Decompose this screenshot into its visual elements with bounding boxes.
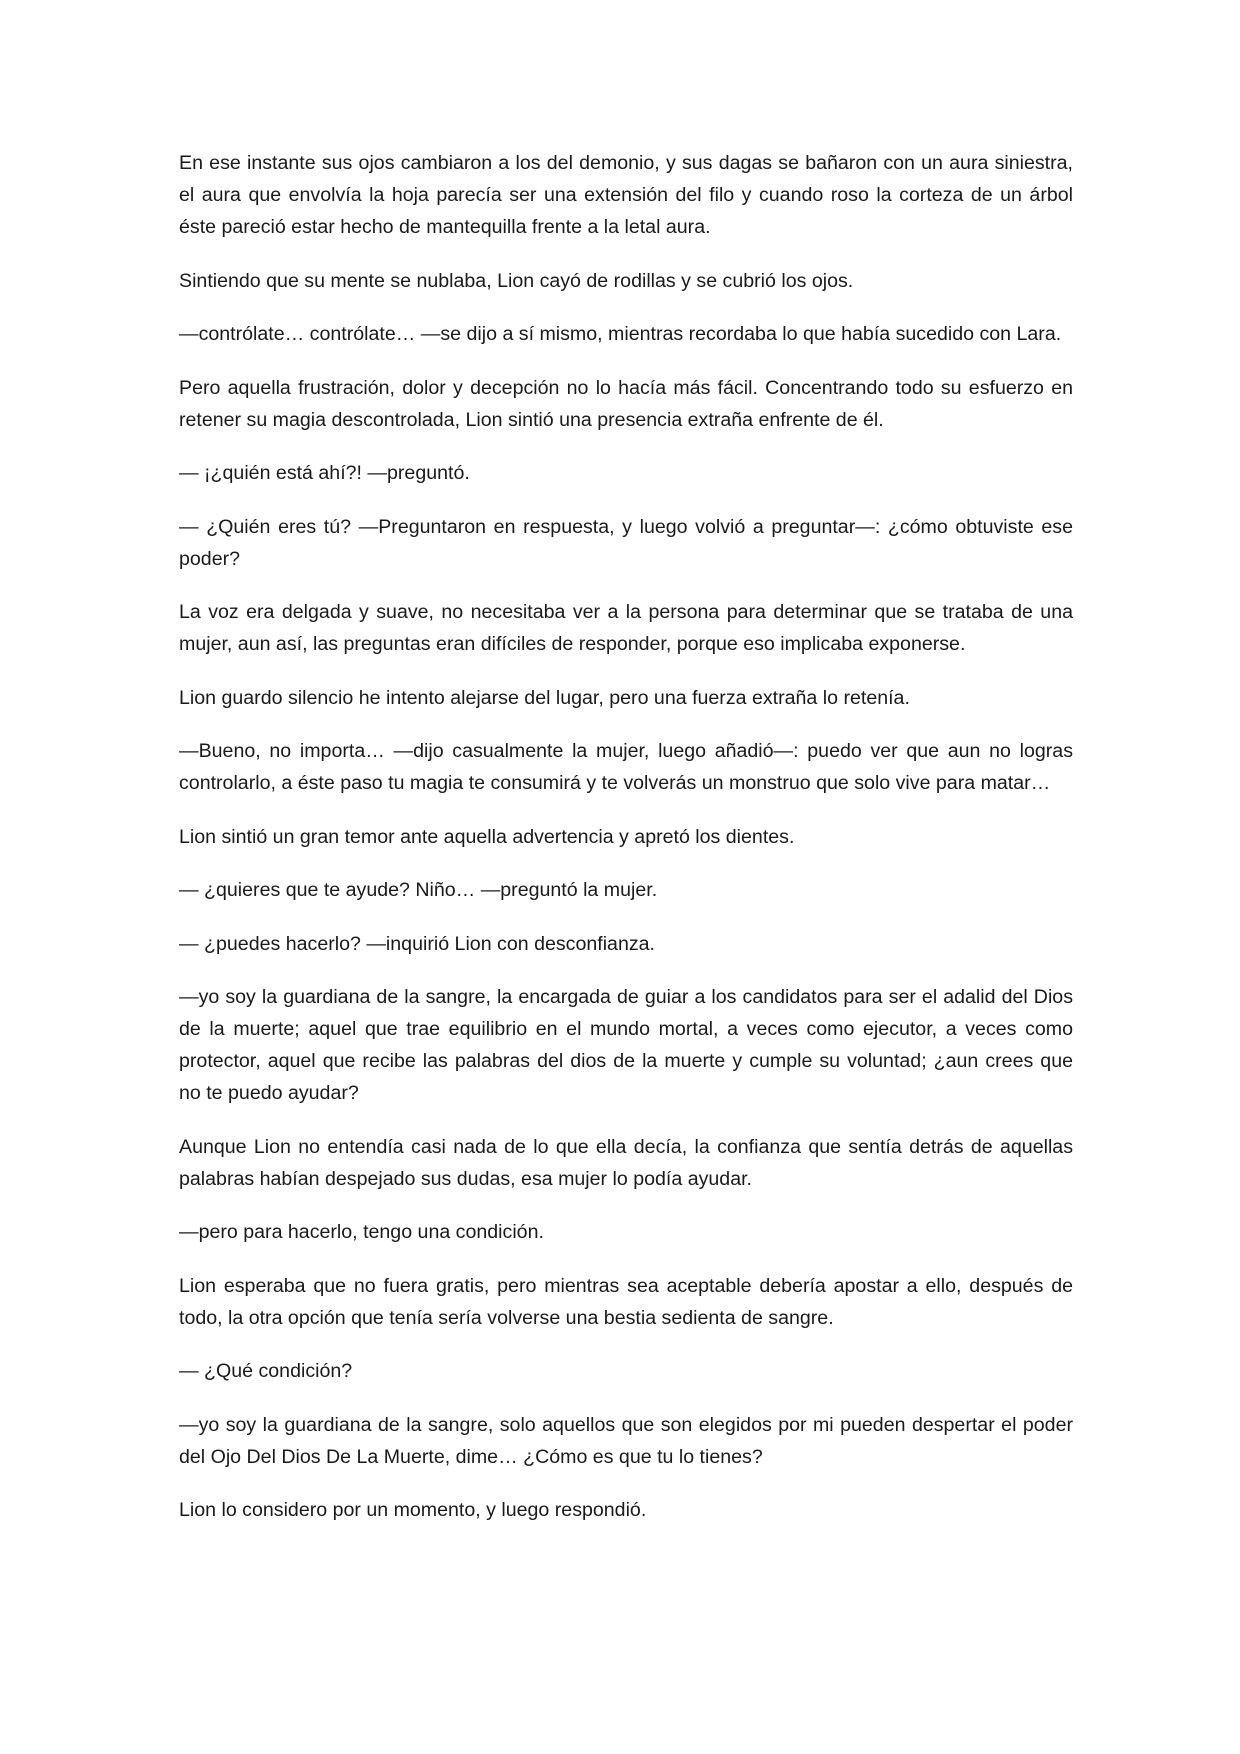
paragraph: —pero para hacerlo, tengo una condición. [179,1221,544,1243]
paragraph: — ¡¿quién está ahí?! —preguntó. [179,462,470,484]
paragraph: Aunque Lion no entendía casi nada de lo que ella decía, la confianza que sentía detrás de aquellas palabras habían despejado sus dudas, esa mujer lo podía ayudar. [179,1135,1073,1190]
paragraph: — ¿puedes hacerlo? —inquirió Lion con desconfianza. [179,932,655,955]
paragraph: —yo soy la guardiana de la sangre, solo aquellos que son elegidos por mi pueden despertar el poder del Ojo Del Dios De La Muerte, dime… ¿Cómo es que tu lo tienes? [179,1413,1073,1468]
paragraph: — ¿Quién eres tú? —Preguntaron en respuesta, y luego volvió a preguntar—: ¿cómo obtuviste ese poder? [179,515,1073,570]
document-body [179,147,1073,1548]
paragraph: La voz era delgada y suave, no necesitaba ver a la persona para determinar que se trataba de una mujer, aun así, las preguntas eran difíciles de responder, porque eso implicaba exponerse. [179,601,1073,655]
paragraph: — ¿quieres que te ayude? Niño… —preguntó la mujer. [179,879,658,901]
paragraph: Sintiendo que su mente se nublaba, Lion cayó de rodillas y se cubrió los ojos. [179,269,854,292]
paragraph: Lion sintió un gran temor ante aquella advertencia y apretó los dientes. [179,825,795,848]
paragraph: En ese instante sus ojos cambiaron a los del demonio, y sus dagas se bañaron con un aura siniestra, el aura que envolvía la hoja parecía ser una extensión del filo y cuando roso la corteza de un árbol éste pareció estar hecho de mantequilla frente a la letal aura. [179,152,1073,238]
paragraph: Lion lo considero por un momento, y luego respondió. [179,1499,647,1521]
paragraph: —yo soy la guardiana de la sangre, la encargada de guiar a los candidatos para ser el adalid del Dios de la muerte; aquel que trae equilibrio en el mundo mortal, a veces como ejecutor, a veces como protector, aquel que recibe las palabras del dios de la muerte y cumple su voluntad; ¿aun crees que no te puedo ayudar? [179,986,1073,1104]
paragraph: —contrólate… contrólate… —se dijo a sí mismo, mientras recordaba lo que había sucedido con Lara. [179,323,1062,345]
paragraph: Pero aquella frustración, dolor y decepción no lo hacía más fácil. Concentrando todo su esfuerzo en retener su magia descontrolada, Lion sintió una presencia extraña enfrente de él. [179,376,1073,431]
paragraph: Lion esperaba que no fuera gratis, pero mientras sea aceptable debería apostar a ello, después de todo, la otra opción que tenía sería volverse una bestia sedienta de sangre. [179,1274,1073,1329]
paragraph: Lion guardo silencio he intento alejarse del lugar, pero una fuerza extraña lo retenía. [179,686,910,709]
paragraph: —Bueno, no importa… —dijo casualmente la mujer, luego añadió—: puedo ver que aun no logras controlarlo, a éste paso tu magia te consumirá y te volverás un monstruo que solo vive para matar… [179,740,1073,794]
paragraph: — ¿Qué condición? [179,1360,353,1382]
